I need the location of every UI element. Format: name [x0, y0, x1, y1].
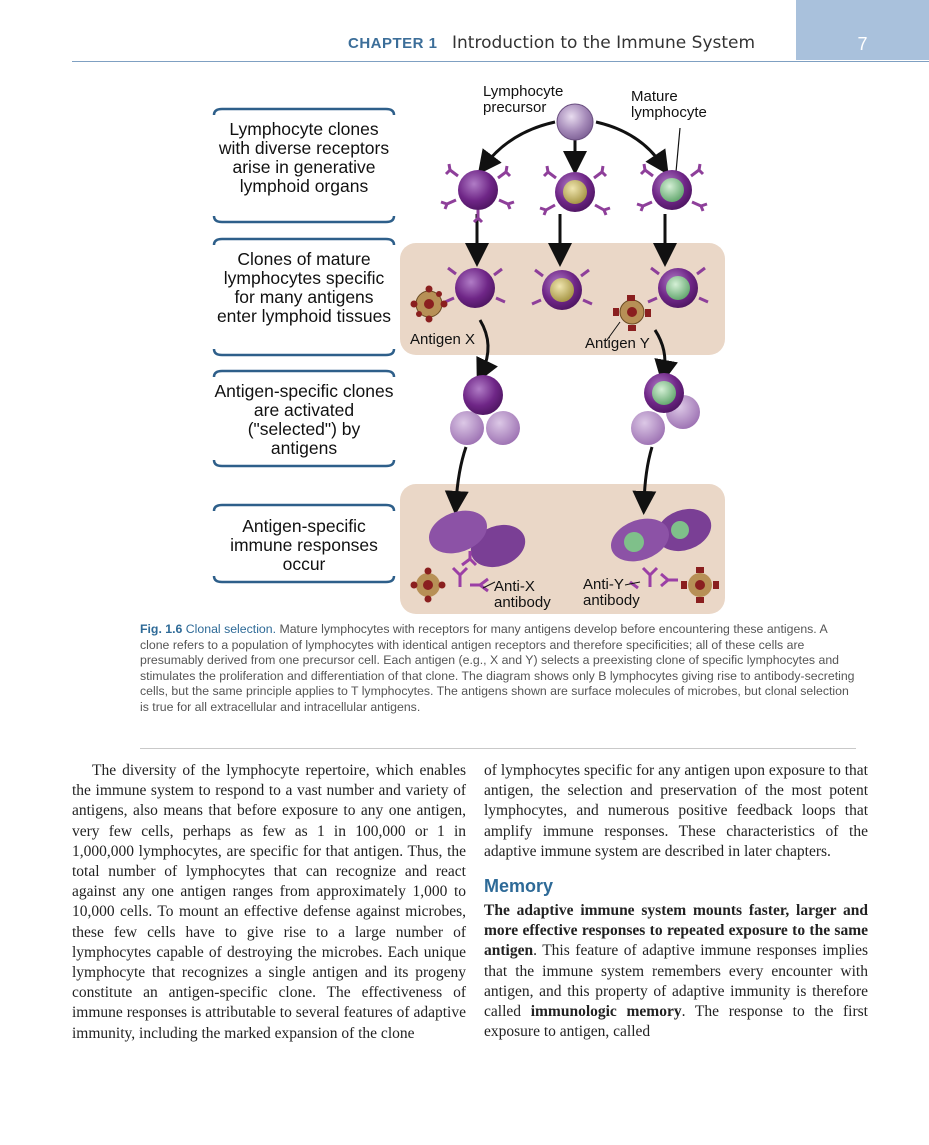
caption-title: Clonal selection. [185, 622, 277, 636]
memory-bold-term: immunologic memory [530, 1003, 682, 1021]
clone-cell-gold-row1 [540, 166, 610, 215]
step-generative-organs: Lymphocyte clones with diverse receptors arise in generative lymphoid organs [218, 119, 390, 196]
lymphocyte-precursor-cell [557, 104, 593, 140]
caption-rule [140, 748, 856, 749]
label-precursor-1: Lymphocyte [483, 83, 564, 100]
body-right-column [484, 761, 868, 1042]
body-left-column [72, 761, 466, 1044]
label-anti-y-2: antibody [583, 592, 640, 609]
clone-cell-x-row1 [441, 164, 514, 222]
memory-bold-lead: The adaptive immune system mounts faster, larger and more effective responses to repeated exposure to the same antigen [484, 902, 868, 960]
label-anti-y-1: Anti-Y [583, 576, 624, 593]
figure-caption [140, 622, 856, 716]
step-responses: Antigen-specific immune responses occur [230, 516, 378, 574]
step-activated: Antigen-specific clones are activated ("selected") by antigens [214, 381, 394, 458]
mature-lymphocyte-pointer [676, 128, 680, 172]
section-heading-memory: Memory [484, 876, 554, 897]
clone-cell-y-row1 [637, 164, 707, 211]
label-antigen-y: Antigen Y [585, 335, 650, 352]
step-enter-tissues: Clones of mature lymphocytes specific for many antigens enter lymphoid tissues [216, 249, 392, 326]
caption-figure-number: Fig. 1.6 [140, 622, 183, 636]
label-mature-2: lymphocyte [631, 104, 707, 121]
label-antigen-x: Antigen X [410, 331, 476, 348]
memory-text-2: . The response to the first exposure to antigen, called [484, 1003, 868, 1041]
paragraph-repertoire: The diversity of the lymphocyte repertoire, which enables the immune system to respond to a vast number and variety of antigens, also means that before exposure to any one antigen, very few cells, perhaps as few as 1 in 100,000 or 1 in 1,000,000 lymphocytes, are specific for that antigen. Thus, the total number of lymphocytes that can recognize and react against any one antigen ranges from approximately 1,000 to 10,000 cells. To mount an effective defense against microbes, these few cells have to give rise to a large number of lymphocytes capable of destroying the microbes. Each unique lymphocyte that recognizes a single antigen and its progeny constitute an antigen-specific clone. The effectiveness of immune responses is attributable to several features of adaptive immunity, including the marked expansion of the clone [72, 762, 466, 1042]
page-number: 7 [857, 34, 868, 54]
activated-clone-x [450, 375, 520, 445]
activated-clone-y [631, 373, 700, 445]
label-mature-1: Mature [631, 88, 678, 105]
caption-text: Mature lymphocytes with receptors for many antigens develop before encountering these antigens. A clone refers to a population of lymphocytes with identical antigen receptors and therefore specificities; all of these cells are presumably derived from one precursor cell. Each antigen (e.g., X and Y) selects a preexisting clone of specific lymphocytes and stimulates the proliferation and differentiation of that clone. The diagram shows only B lymphocytes giving rise to antibody-secreting cells, but the same principle applies to T lymphocytes. The antigens shown are surface molecules of microbes, but clonal selection is true for all extracellular and intracellular antigens. [140, 622, 855, 714]
chapter-title: Introduction to the Immune System [452, 33, 756, 53]
label-anti-x-2: antibody [494, 594, 551, 611]
label-anti-x-1: Anti-X [494, 578, 535, 595]
memory-text-1: . This feature of adaptive immune responses implies that the immune system remembers every encounter with antigen, and this property of adaptive immunity is therefore called [484, 942, 868, 1021]
chapter-label: CHAPTER 1 [348, 35, 438, 52]
label-precursor-2: precursor [483, 99, 547, 116]
paragraph-clone-continued: of lymphocytes specific for any antigen upon exposure to that antigen, the selection and preservation of the most potent lymphocytes, and numerous positive feedback loops that amplify immune responses. These characteristics of the adaptive immune system are described in later chapters. [484, 762, 868, 860]
paragraph-memory [484, 901, 868, 1042]
